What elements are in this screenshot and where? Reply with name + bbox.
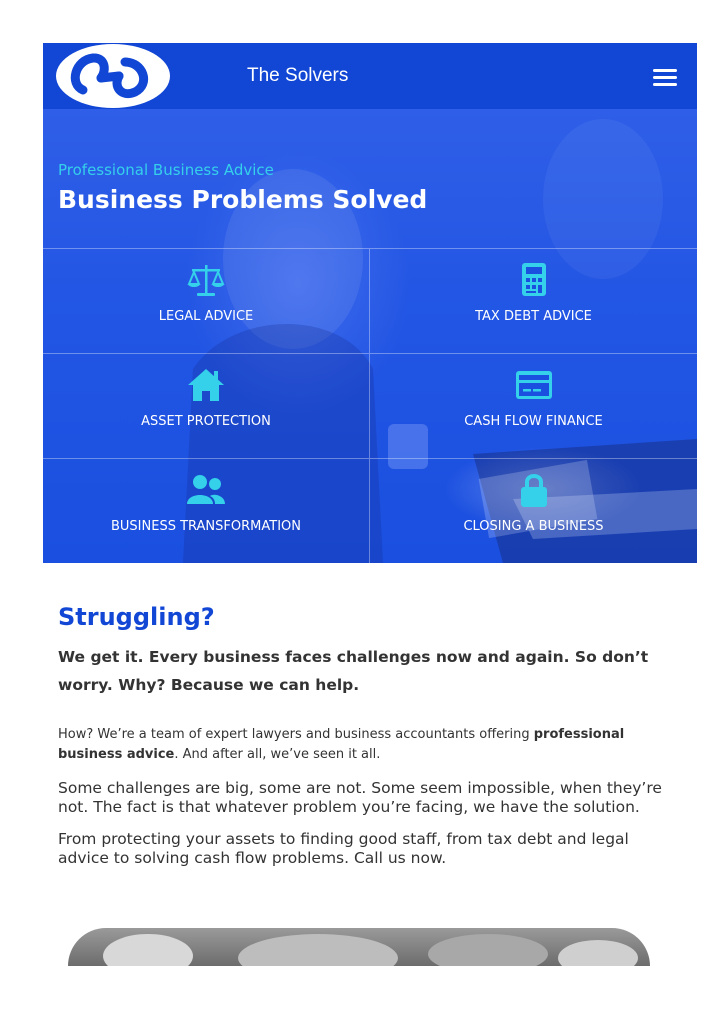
main-content — [58, 603, 673, 868]
service-label: ASSET PROTECTION — [141, 414, 271, 429]
house-icon — [186, 367, 226, 403]
scales-icon — [186, 262, 226, 298]
users-icon — [186, 472, 226, 508]
menu-bar — [653, 69, 677, 72]
site-container — [43, 43, 697, 563]
menu-bar — [653, 83, 677, 86]
service-label: CASH FLOW FINANCE — [464, 414, 603, 429]
service-legal-advice[interactable] — [43, 248, 370, 353]
intro-paragraph — [58, 725, 673, 765]
hero-text — [58, 161, 427, 214]
lead-paragraph: We get it. Every business faces challenges now and again. So don’t worry. Why? Because we can help. — [58, 648, 649, 694]
credit-card-icon — [514, 367, 554, 403]
team-photo-image — [68, 928, 650, 966]
service-closing-a-business[interactable] — [370, 458, 697, 563]
service-asset-protection[interactable] — [43, 353, 370, 458]
brand-name[interactable]: The Solvers — [247, 65, 349, 86]
hero-kicker: Professional Business Advice — [58, 161, 274, 179]
section-heading: Struggling? — [58, 603, 215, 631]
calculator-icon — [514, 262, 554, 298]
team-photo — [68, 928, 650, 966]
intro-bold-link[interactable]: professional business advice — [58, 727, 625, 762]
service-label: TAX DEBT ADVICE — [475, 309, 592, 324]
intro-text: How? We’re a team of expert lawyers and business accountants offering — [58, 727, 534, 742]
solvers-logo-icon[interactable] — [55, 44, 171, 108]
hero-title: Business Problems Solved — [58, 185, 428, 214]
body-paragraph: From protecting your assets to finding good staff, from tax debt and legal advice to solving cash flow problems. Call us now. — [58, 830, 629, 867]
services-grid — [43, 248, 697, 563]
intro-text-end: . And after all, we’ve seen it all. — [174, 747, 381, 762]
service-cash-flow-finance[interactable] — [370, 353, 697, 458]
service-label: LEGAL ADVICE — [158, 309, 254, 324]
body-paragraph: Some challenges are big, some are not. Some seem impossible, when they’re not. The fact is that whatever problem you’re facing, we have the solution. — [58, 779, 662, 816]
service-business-transformation[interactable] — [43, 458, 370, 563]
menu-bar — [653, 76, 677, 79]
lock-icon — [514, 472, 554, 508]
service-label: BUSINESS TRANSFORMATION — [111, 519, 301, 534]
service-label: CLOSING A BUSINESS — [463, 519, 604, 534]
service-tax-debt-advice[interactable] — [370, 248, 697, 353]
hero-section — [43, 109, 697, 563]
hamburger-menu-icon[interactable] — [653, 69, 677, 86]
site-header — [43, 43, 697, 109]
